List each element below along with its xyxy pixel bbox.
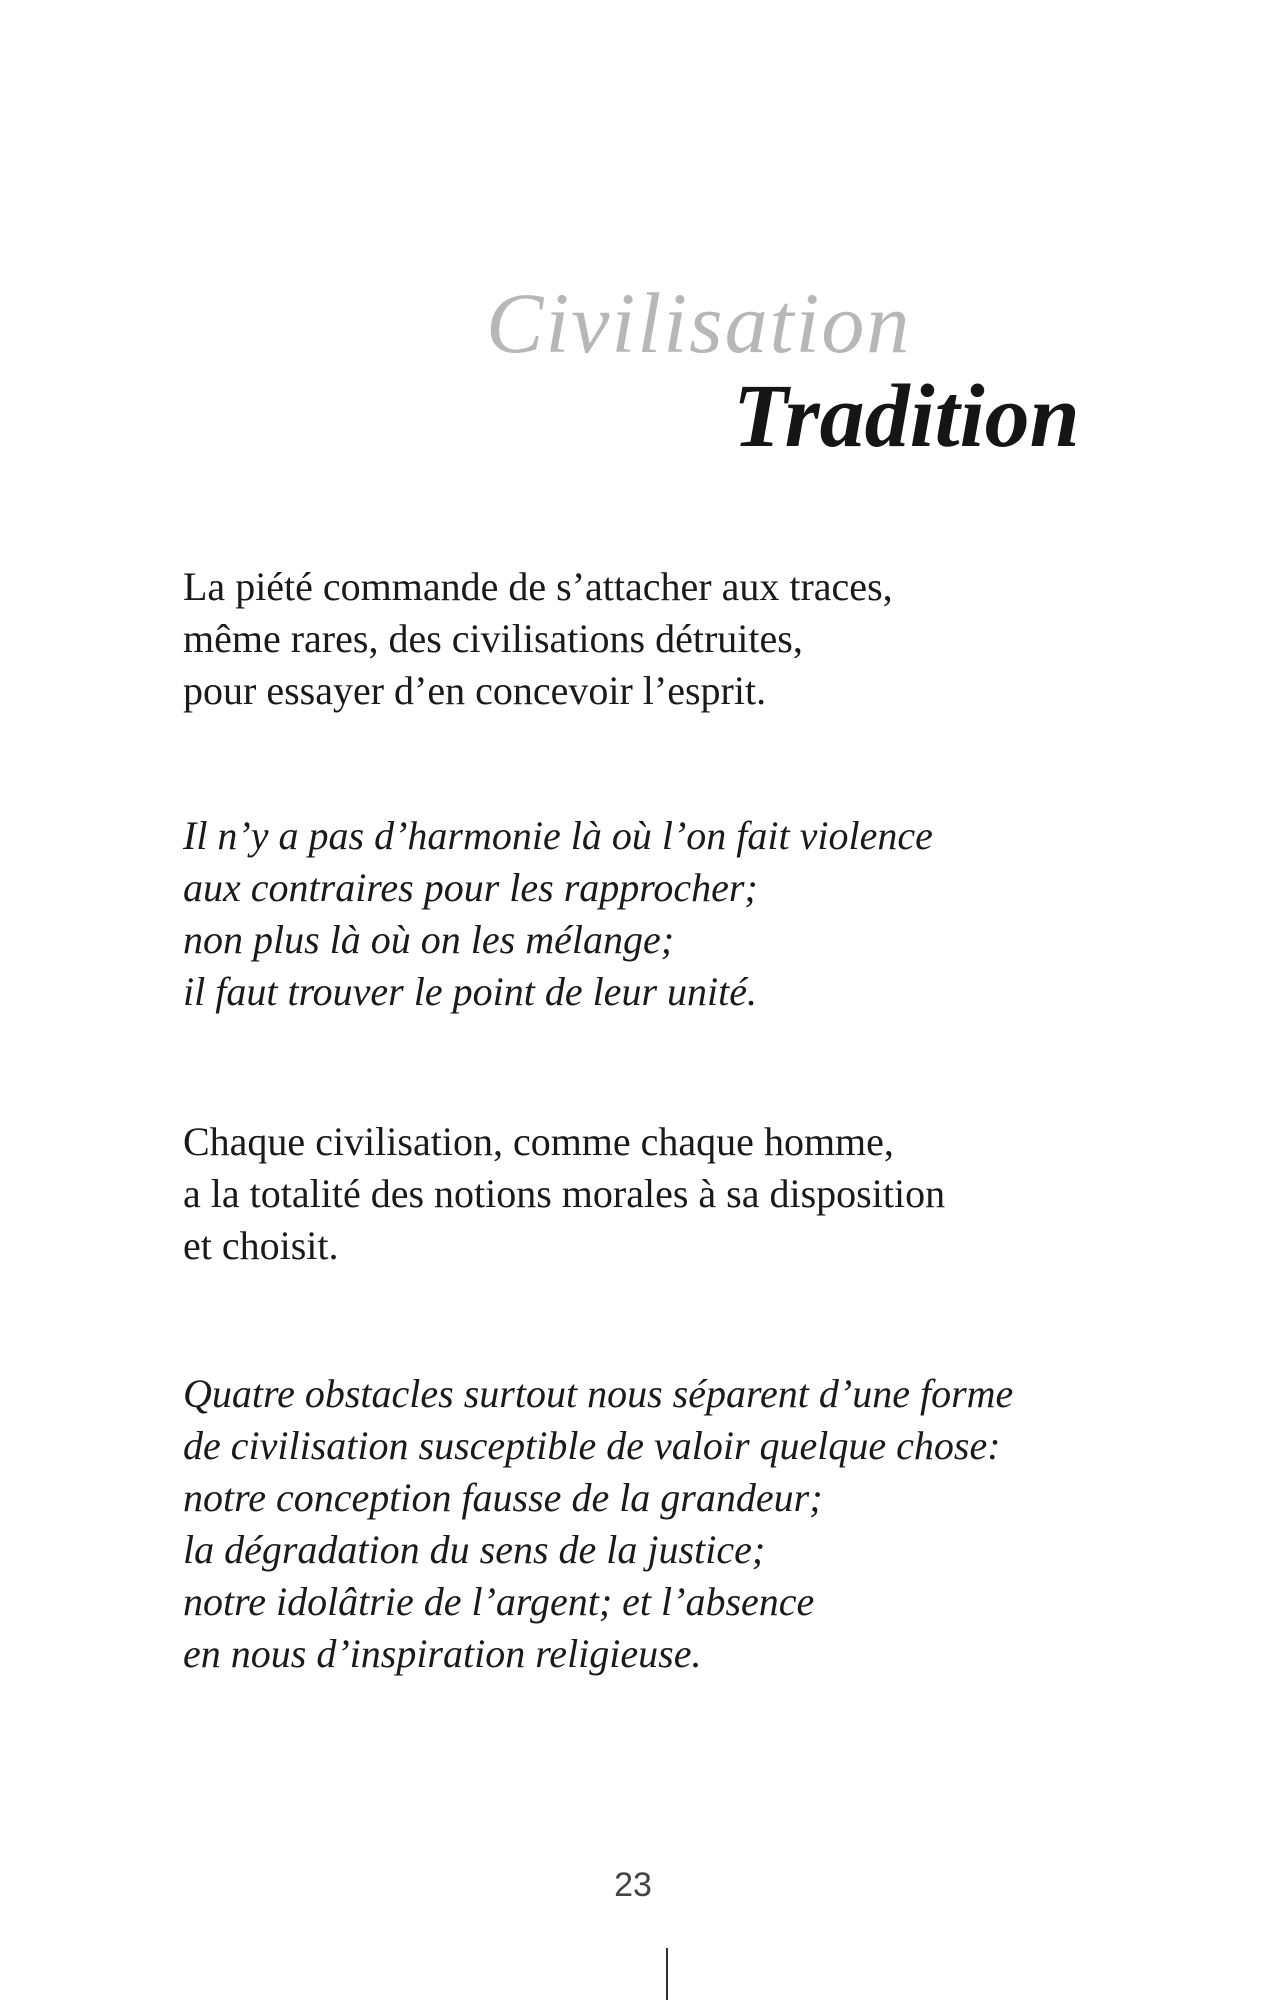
paragraph-line: aux contraires pour les rapprocher; bbox=[183, 865, 758, 910]
paragraph-line: Quatre obstacles surtout nous séparent d’une forme bbox=[183, 1371, 1014, 1416]
paragraph-line: Il n’y a pas d’harmonie là où l’on fait violence bbox=[183, 813, 933, 858]
page-number: 23 bbox=[614, 1866, 652, 1904]
paragraph-line: de civilisation susceptible de valoir quelque chose: bbox=[183, 1423, 1001, 1468]
paragraph-line: la dégradation du sens de la justice; bbox=[183, 1527, 766, 1572]
paragraph-4 bbox=[183, 1368, 1013, 1680]
paragraph-line: notre conception fausse de la grandeur; bbox=[183, 1475, 823, 1520]
paragraph-3 bbox=[183, 1116, 945, 1272]
paragraph-line: Chaque civilisation, comme chaque homme, bbox=[183, 1119, 894, 1164]
paragraph-line: et choisit. bbox=[183, 1223, 339, 1268]
paragraph-line: notre idolâtrie de l’argent; et l’absence bbox=[183, 1579, 815, 1624]
paragraph-2 bbox=[183, 810, 933, 1018]
paragraph-line: pour essayer d’en concevoir l’esprit. bbox=[183, 668, 767, 713]
paragraph-line: il faut trouver le point de leur unité. bbox=[183, 969, 757, 1014]
paragraph-line: en nous d’inspiration religieuse. bbox=[183, 1631, 702, 1676]
paragraph-line: La piété commande de s’attacher aux traces, bbox=[183, 564, 893, 609]
paragraph-1 bbox=[183, 561, 893, 717]
paragraph-line: non plus là où on les mélange; bbox=[183, 917, 675, 962]
chapter-title-sub: Tradition bbox=[733, 367, 1080, 466]
gutter-mark bbox=[666, 1948, 668, 2000]
paragraph-line: même rares, des civilisations détruites, bbox=[183, 616, 803, 661]
chapter-title-main: Civilisation bbox=[486, 275, 912, 371]
paragraph-line: a la totalité des notions morales à sa disposition bbox=[183, 1171, 946, 1216]
